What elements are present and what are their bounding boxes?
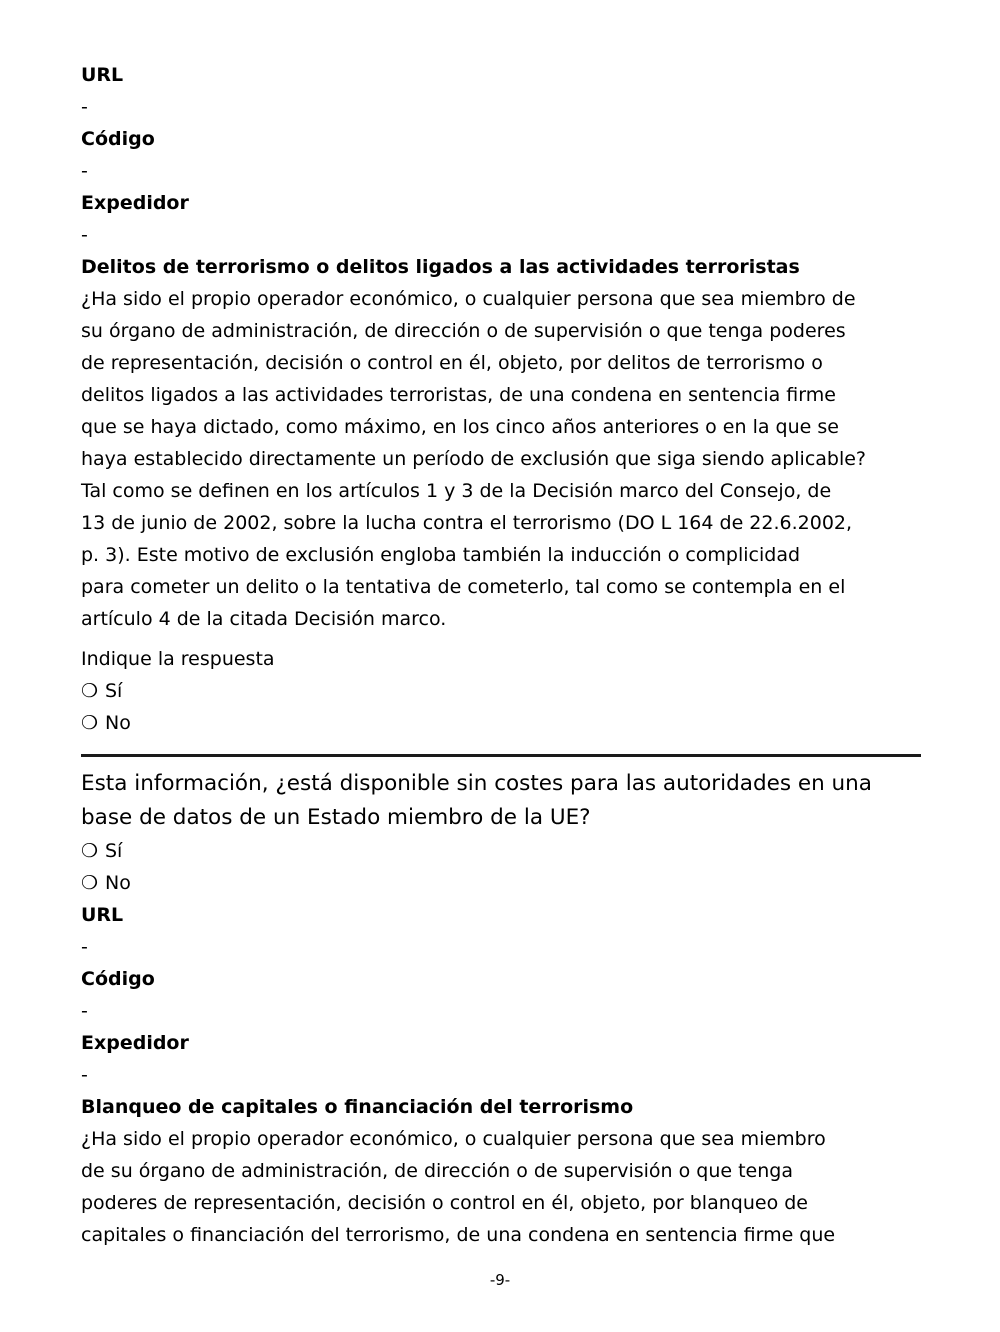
code-value: - — [81, 1000, 88, 1022]
terrorism-description — [81, 283, 921, 635]
description-line: Tal como se definen en los artículos 1 y 3 de la Decisión marco del Consejo, de — [81, 480, 832, 502]
description-line: poderes de representación, decisión o control en él, objeto, por blanqueo de — [81, 1192, 808, 1214]
radio-circle-icon[interactable]: ❍ — [81, 872, 99, 894]
description-line: capitales o financiación del terrorismo, de una condena en sentencia firme que — [81, 1224, 836, 1246]
radio-label: Sí — [105, 840, 123, 862]
question-line: Esta información, ¿está disponible sin costes para las autoridades en una — [81, 771, 872, 796]
description-line: que se haya dictado, como máximo, en los cinco años anteriores o en la que se — [81, 416, 839, 438]
description-line: su órgano de administración, de dirección o de supervisión o que tenga poderes — [81, 320, 846, 342]
radio-label: No — [105, 712, 131, 734]
document-page — [81, 59, 921, 1251]
question-line: base de datos de un Estado miembro de la UE? — [81, 805, 591, 830]
code-label: Código — [81, 128, 155, 150]
page-number: -9- — [489, 1271, 511, 1289]
issuer-value: - — [81, 224, 88, 246]
section-divider — [81, 754, 921, 757]
url-label: URL — [81, 904, 124, 926]
description-line: artículo 4 de la citada Decisión marco. — [81, 608, 447, 630]
money-laundering-heading: Blanqueo de capitales o financiación del terrorismo — [81, 1096, 634, 1118]
description-line: de su órgano de administración, de dirección o de supervisión o que tenga — [81, 1160, 793, 1182]
radio-option-no[interactable] — [81, 707, 921, 739]
url-value: - — [81, 936, 88, 958]
issuer-value: - — [81, 1064, 88, 1086]
description-line: 13 de junio de 2002, sobre la lucha contra el terrorismo (DO L 164 de 22.6.2002, — [81, 512, 853, 534]
description-line: haya establecido directamente un período de exclusión que siga siendo aplicable? — [81, 448, 867, 470]
url-label: URL — [81, 64, 124, 86]
availability-option-no[interactable] — [81, 867, 921, 899]
description-line: de representación, decisión o control en él, objeto, por delitos de terrorismo o — [81, 352, 823, 374]
terrorism-heading: Delitos de terrorismo o delitos ligados a las actividades terroristas — [81, 256, 800, 278]
radio-circle-icon[interactable]: ❍ — [81, 840, 99, 862]
availability-option-yes[interactable] — [81, 835, 921, 867]
description-line: ¿Ha sido el propio operador económico, o cualquier persona que sea miembro de — [81, 288, 856, 310]
url-value: - — [81, 96, 88, 118]
code-label: Código — [81, 968, 155, 990]
radio-label: No — [105, 872, 131, 894]
money-laundering-description — [81, 1123, 921, 1251]
description-line: para cometer un delito o la tentativa de cometerlo, tal como se contempla en el — [81, 576, 846, 598]
availability-question — [81, 767, 921, 835]
radio-circle-icon[interactable]: ❍ — [81, 712, 99, 734]
issuer-label: Expedidor — [81, 192, 189, 214]
answer-prompt: Indique la respuesta — [81, 648, 275, 670]
description-line: delitos ligados a las actividades terroristas, de una condena en sentencia firme — [81, 384, 836, 406]
radio-circle-icon[interactable]: ❍ — [81, 680, 99, 702]
description-line: ¿Ha sido el propio operador económico, o cualquier persona que sea miembro — [81, 1128, 826, 1150]
radio-label: Sí — [105, 680, 123, 702]
code-value: - — [81, 160, 88, 182]
issuer-label: Expedidor — [81, 1032, 189, 1054]
description-line: p. 3). Este motivo de exclusión engloba también la inducción o complicidad — [81, 544, 801, 566]
radio-option-yes[interactable] — [81, 675, 921, 707]
